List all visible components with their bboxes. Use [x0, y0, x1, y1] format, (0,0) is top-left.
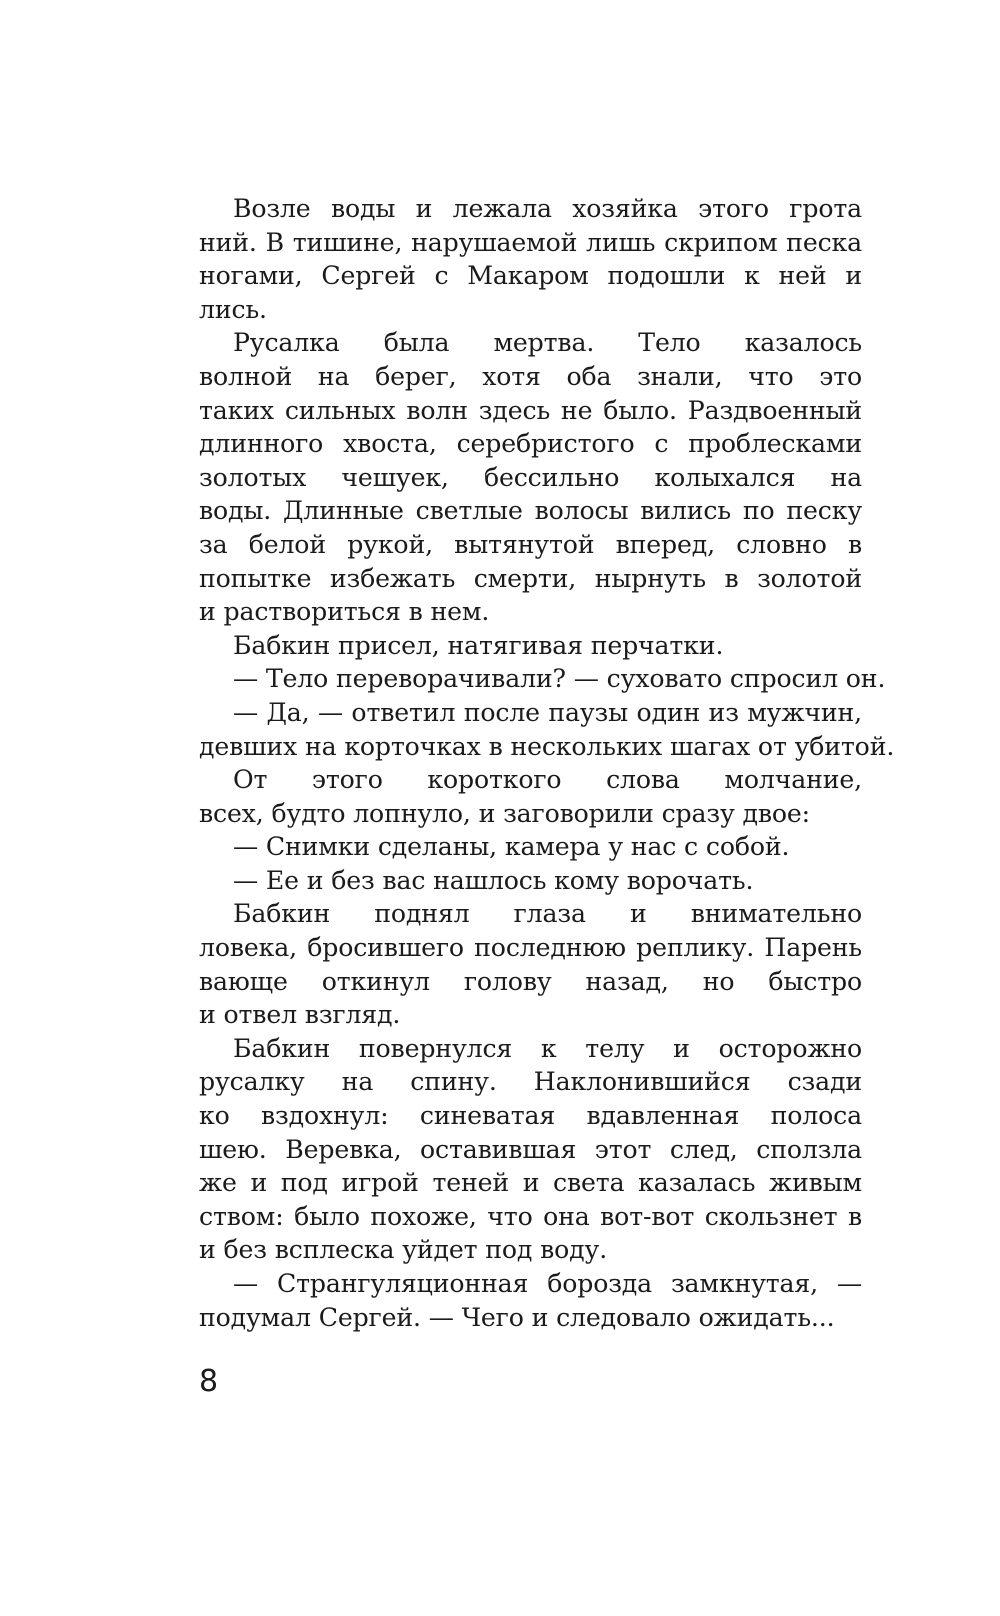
text-line: и раствориться в нем. [199, 597, 490, 627]
text-line: попытке избежать смерти, нырнуть в золотой [199, 563, 862, 593]
text-line: золотых чешуек, бессильно колыхался на [199, 462, 862, 492]
text-line: Бабкин присел, натягивая перчатки. [233, 630, 724, 660]
text-line: — Ее и без вас нашлось кому ворочать. [233, 865, 754, 895]
text-line: Бабкин повернулся к телу и осторожно [233, 1033, 862, 1063]
text-line: таких сильных волн здесь не было. Раздвоенный [199, 395, 862, 425]
text-line: за белой рукой, вытянутой вперед, словно в [199, 529, 862, 559]
text-line: ловека, бросившего последнюю реплику. Парень [199, 933, 862, 963]
text-line: ством: было похоже, что она вот-вот скользнет в [199, 1201, 862, 1231]
text-line: воды. Длинные светлые волосы вились по песку [199, 496, 862, 526]
text-line: вающе откинул голову назад, но быстро [199, 966, 862, 996]
text-line: и отвел взгляд. [199, 1000, 401, 1030]
text-line: и без всплеска уйдет под воду. [199, 1235, 608, 1265]
text-line: — Снимки сделаны, камера у нас с собой. [233, 832, 790, 862]
text-line: же и под игрой теней и света казалась живым [199, 1168, 862, 1198]
text-line: девших на корточках в нескольких шагах от убитой. [199, 731, 895, 761]
text-line: Бабкин поднял глаза и внимательно [233, 899, 862, 929]
text-line: ногами, Сергей с Макаром подошли к ней и [199, 261, 862, 291]
page-number: 8 [199, 1364, 219, 1399]
text-line: русалку на спину. Наклонившийся сзади [199, 1067, 862, 1097]
body-text [199, 192, 895, 1334]
text-line: подумал Сергей. — Чего и следовало ожидать... [199, 1302, 835, 1332]
text-line: Русалка была мертва. Тело казалось [233, 328, 862, 358]
text-line: — Тело переворачивали? — суховато спросил он. [233, 664, 886, 694]
text-line: От этого короткого слова молчание, [233, 765, 862, 795]
text-line: длинного хвоста, серебристого с проблесками [199, 429, 862, 459]
text-line: лись. [199, 294, 267, 324]
text-line: волной на берег, хотя оба знали, что это [199, 361, 862, 391]
text-line: Возле воды и лежала хозяйка этого грота [233, 194, 862, 223]
text-line: ний. В тишине, нарушаемой лишь скрипом песка [199, 227, 862, 257]
text-line: шею. Веревка, оставившая этот след, сползла [199, 1134, 862, 1164]
text-line: всех, будто лопнуло, и заговорили сразу двое: [199, 798, 811, 828]
text-line: ко вздохнул: синеватая вдавленная полоса [199, 1101, 862, 1131]
text-line: — Странгуляционная борозда замкнутая, — [233, 1269, 862, 1298]
text-line: — Да, — ответил после паузы один из мужчин, [233, 697, 862, 727]
